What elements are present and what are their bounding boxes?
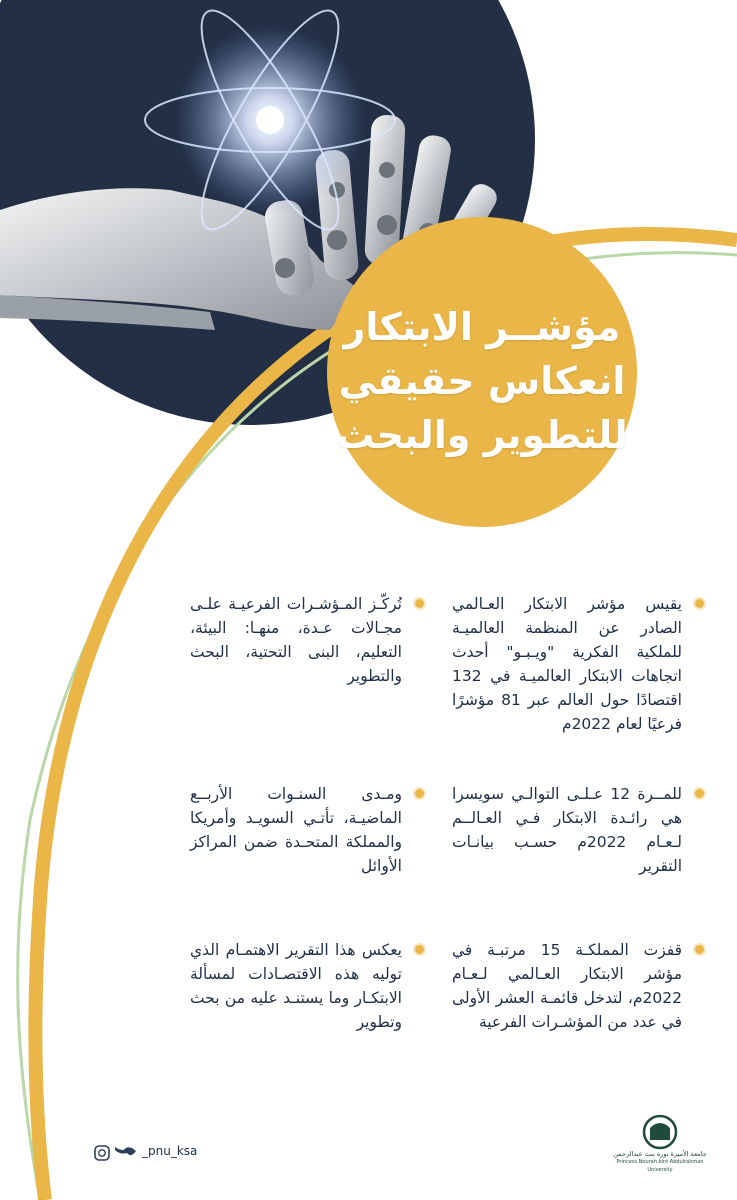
info-item-text: قفزت المملكـة 15 مرتبـة في مؤشر الابتكار العـالمي لـعـام 2022م، لتدخل قائمـة العشر الأولى في عدد من المؤشـرات الفرعية [452, 941, 682, 1031]
social-handle[interactable]: _pnu_ksa [142, 1144, 198, 1158]
logo-caption: جامعة الأميرة نورة بنت عبدالرحمن Princess Nourah bint Abdulrahman University [613, 1150, 707, 1173]
info-item-text: للمــرة 12 عـلـى التوالـي سويسرا هي رائـدة الابتكار فـي العـالــم لـعـام 2022م حسـب بيانـات التقرير [452, 785, 682, 875]
bullet-icon [415, 945, 424, 954]
info-item-3 [452, 782, 682, 878]
info-item-text: يقيس مؤشر الابتكار العـالمي الصادر عن المنظمة العالميـة للملكية الفكرية "ويـبـو" أحدث اتجاهات الابتكار العالميـة في 132 اقتصادًا حول العالم عبر 81 مؤشرًا فرعيًا لعام 2022م [452, 595, 682, 733]
instagram-icon [95, 1146, 109, 1160]
info-item-6 [190, 938, 402, 1034]
info-item-5 [452, 938, 682, 1034]
info-item-text: يعكس هذا التقرير الاهتمـام الذي توليه هذه الاقتصـادات لمسألة الابتكـار وما يستنـد عليه من بحث وتطوير [190, 941, 402, 1031]
hero-title-line-2: انعكاس حقيقي [338, 359, 626, 403]
hero-title-line-1: مؤشــر الابتكار [343, 305, 621, 349]
bullet-icon [695, 789, 704, 798]
info-item-2 [190, 592, 402, 688]
bullet-icon [695, 599, 704, 608]
info-item-text: ومـدى السنـوات الأربــع الماضيـة، تأتـي السويـد وأمريكا والمملكة المتحـدة ضمن المراكز الأوائل [190, 785, 402, 875]
hero-title-line-3: للتطوير والبحث [336, 413, 628, 457]
bullet-icon [415, 599, 424, 608]
bullet-icon [695, 945, 704, 954]
info-item-4 [190, 782, 402, 878]
hero-title [322, 300, 642, 462]
twitter-icon [115, 1147, 136, 1155]
bullet-icon [415, 789, 424, 798]
info-item-text: تُركّـز المـؤشـرات الفرعيـة علـى مجـالات عـدة، منهـا: البيئة، التعليم، البنى التحتية، البحث والتطوير [190, 595, 402, 685]
info-item-1 [452, 592, 682, 736]
university-logo-icon [644, 1116, 676, 1148]
